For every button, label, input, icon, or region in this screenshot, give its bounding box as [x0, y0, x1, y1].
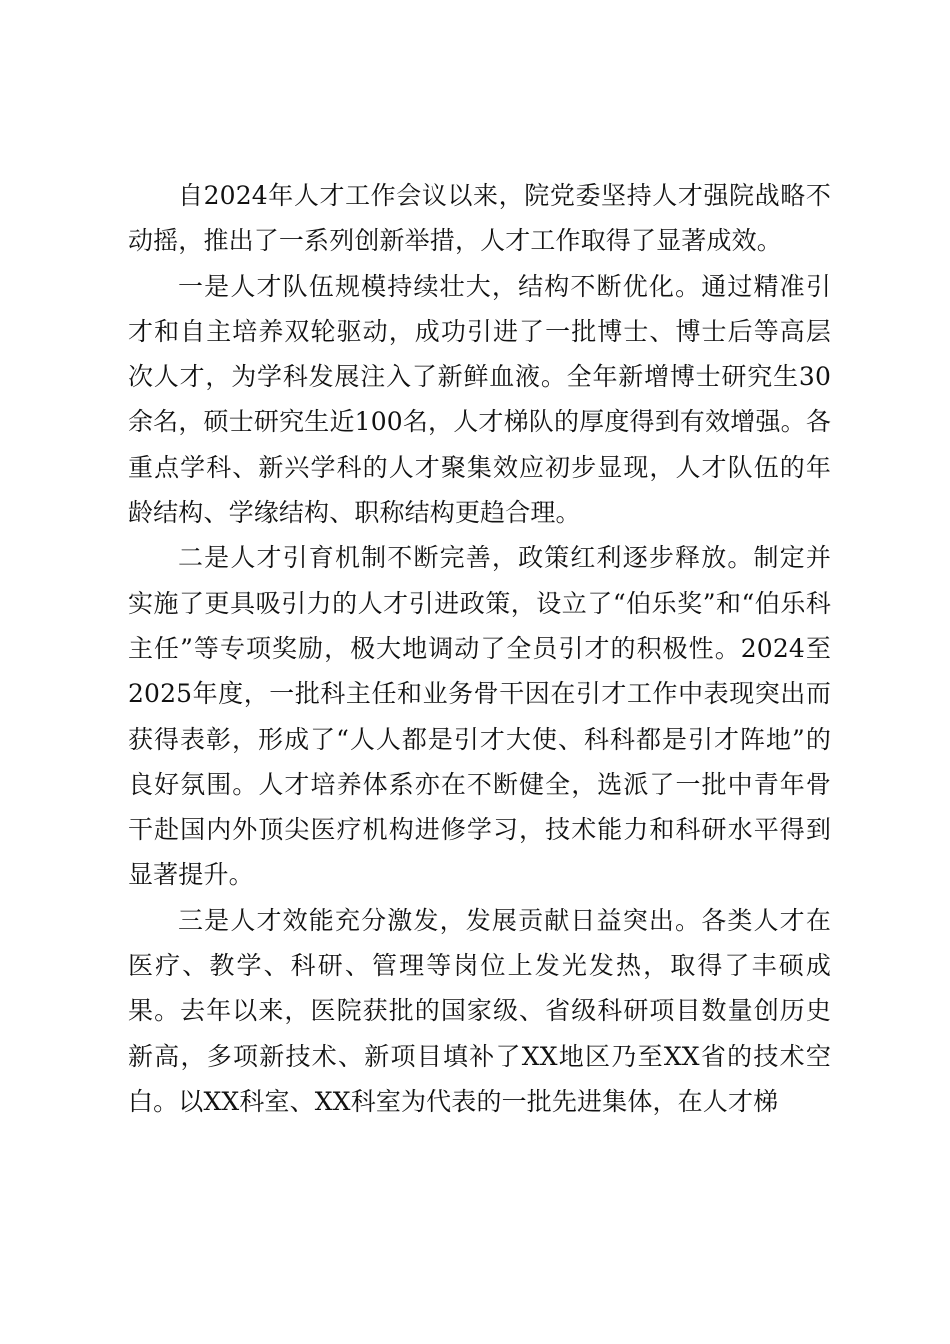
paragraph-mechanism: 二是人才引育机制不断完善，政策红利逐步释放。制定并实施了更具吸引力的人才引进政策，设立了“伯乐奖”和“伯乐科主任”等专项奖励，极大地调动了全员引才的积极性。2024至2025年度，一批科主任和业务骨干因在引才工作中表现突出而获得表彰，形成了“人人都是引才大使、科科都是引才阵地”的良好氛围。人才培养体系亦在不断健全，选派了一批中青年骨干赴国内外顶尖医疗机构进修学习，技术能力和科研水平得到显著提升。: [128, 543, 831, 890]
paragraph-intro: 自2024年人才工作会议以来，院党委坚持人才强院战略不动摇，推出了一系列创新举措，人才工作取得了显著成效。: [128, 181, 831, 256]
document-body: [128, 173, 831, 1124]
paragraph-team-growth: 一是人才队伍规模持续壮大，结构不断优化。通过精准引才和自主培养双轮驱动，成功引进了一批博士、博士后等高层次人才，为学科发展注入了新鲜血液。全年新增博士研究生30余名，硕士研究生近100名，人才梯队的厚度得到有效增强。各重点学科、新兴学科的人才聚集效应初步显现，人才队伍的年龄结构、学缘结构、职称结构更趋合理。: [128, 271, 831, 528]
paragraph-effectiveness: 三是人才效能充分激发，发展贡献日益突出。各类人才在医疗、教学、科研、管理等岗位上发光发热，取得了丰硕成果。去年以来，医院获批的国家级、省级科研项目数量创历史新高，多项新技术、新项目填补了XX地区乃至XX省的技术空白。以XX科室、XX科室为代表的一批先进集体，在人才梯: [128, 905, 831, 1116]
